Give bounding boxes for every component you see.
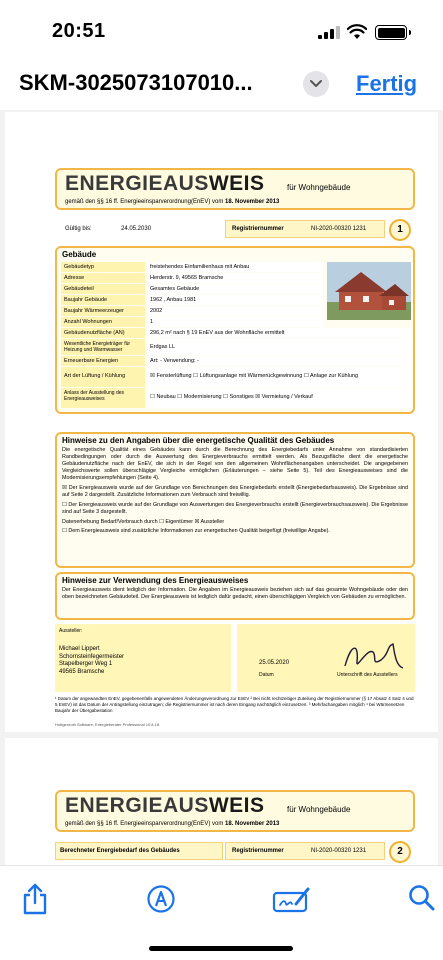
building-row: Wesentliche Energieträger für Heizung und Warmwasser Erdgas LL: [61, 339, 411, 355]
search-icon[interactable]: [408, 884, 436, 914]
issuer-box: [55, 624, 231, 692]
validity-bar: [55, 220, 415, 240]
certificate-title: ENERGIEAUSWEIS: [65, 172, 265, 195]
additional-info-line: ☐ Dem Energieausweis sind zusätzliche Informationen zur energetischen Qualität beigefügt (freiwillige Angabe).: [62, 528, 330, 534]
building-row: Art der Lüftung / Kühlung ☒ Fensterlüftung ☐ Lüftungsanlage mit Wärmerückgewinnung ☐ Anlage zur Kühlung: [61, 367, 411, 387]
certificate-type: für Wohngebäude: [287, 183, 351, 192]
registration-number: NI-2020-00320 1231: [311, 848, 367, 854]
building-section-title: Gebäude: [62, 250, 97, 259]
building-row: Baujahr Gebäude 1962 , Anbau 1981: [61, 295, 323, 305]
usage-notes-title: Hinweise zur Verwendung des Energieausweises: [62, 576, 249, 585]
building-row: Anzahl Wohnungen 1: [61, 317, 323, 327]
building-row: Gebäudeteil Gesamtes Gebäude: [61, 284, 323, 294]
usage-notes-section: [55, 572, 415, 620]
registration-label: Registriernummer: [232, 226, 284, 232]
certificate-header: [55, 168, 415, 210]
done-button[interactable]: Fertig: [356, 71, 418, 96]
page-number-badge: 2: [389, 841, 411, 863]
wifi-icon: [347, 24, 367, 40]
battery-icon: [375, 25, 407, 40]
navigation-bar: [0, 62, 443, 108]
valid-until-label: Gültig bis:: [65, 226, 92, 232]
certificate-type: für Wohngebäude: [287, 805, 351, 814]
building-section: [55, 246, 415, 414]
option-demand-certificate: ☒ Der Energieausweis wurde auf der Grundlage von Berechnungen des Energiebedarfs erstellt (Energiebedarfsausweis). Die Ergebnisse sind auf Seite 2 dargestellt. Zusätzliche Informationen zum Verbrauch sind freiwillig.: [62, 485, 408, 498]
registration-number: NI-2020-00320 1231: [311, 226, 367, 232]
quality-notes-text: Die energetische Qualität eines Gebäudes kann durch die Berechnung des Energiebedarfs unter Annahme von standardisierten Randbedingungen oder durch die Auswertung des Energieverbrauchs ermittelt werden. Als Bezugsfläche dient die energetische Gebäudenutzfläche nach der EnEV, die sich in der Regel von den allgemeinen Wohnflächenangaben unterscheidet. Die angegebenen Vergleichswerte sollen überschlägige Vergleiche ermöglichen (Erläuterungen – siehe Seite 5). Teil des Energieausweises sind die Modernisierungsempfehlungen (Seite 4).: [62, 447, 408, 481]
signature-caption: Unterschrift des Ausstellers: [337, 672, 398, 678]
signature-icon[interactable]: [272, 886, 312, 914]
option-consumption-certificate: ☐ Der Energieausweis wurde auf der Grundlage von Auswertungen des Energieverbrauchs erstellt (Energieverbrauchsausweis). Die Ergebnisse sind auf Seite 3 dargestellt.: [62, 502, 408, 515]
usage-notes-text: Der Energieausweis dient lediglich der Information. Die Angaben im Energieausweis beziehen sich auf das gesamte Wohngebäude oder den oben bezeichneten Gebäudeteil. Der Energieausweis ist lediglich dafür gedacht, einen überschlägigen Vergleich von Gebäuden zu ermöglichen.: [62, 587, 408, 600]
signature-area: [237, 624, 415, 692]
registration-field: [225, 842, 385, 860]
signature-date: 25.05.2020: [259, 660, 290, 666]
title-menu-button[interactable]: [303, 71, 329, 97]
software-credit: Hottgenroth Software, Energieberater Professional 10.8.18: [55, 722, 160, 727]
building-row: Gebäudetyp freistehendes Einfamilienhaus mit Anbau: [61, 262, 323, 272]
chevron-down-icon: [309, 78, 323, 90]
cellular-signal-icon: [318, 26, 340, 39]
building-row: Anlass der Ausstellung des Energieausweises ☐ Neubau ☐ Modernisierung ☐ Sonstiges ☒ Vermietung / Verkauf: [61, 388, 411, 408]
certificate-header-page-2: [55, 790, 415, 832]
date-caption: Datum: [259, 672, 274, 678]
registration-label: Registriernummer: [232, 848, 284, 854]
issuer-label: Aussteller:: [59, 628, 83, 634]
building-photo: [327, 262, 411, 320]
document-viewer[interactable]: [0, 110, 443, 865]
markup-icon[interactable]: [146, 884, 176, 914]
document-page-1: [5, 112, 438, 732]
building-row: Gebäudenutzfläche (AN) 296,2 m² nach § 19 EnEV aus der Wohnfläche ermittelt: [61, 328, 411, 338]
building-row: Adresse Herderstr. 9, 49565 Bramsche: [61, 273, 323, 283]
status-time: 20:51: [52, 20, 106, 42]
section-label: Berechneter Energiebedarf des Gebäudes: [60, 848, 180, 854]
document-page-2: [5, 738, 438, 865]
valid-until-value: 24.05.2030: [121, 226, 152, 232]
footnotes: ¹ Datum der angewandten EnEV, gegebenenfalls angewendeten Änderungsverordnung zur EnEV ² Bei nicht rechtzeitiger Zuteilung der Registriernummer (§ 17 Absatz 4 Satz 4 und 5 EnEV) ist das Datum der Antragstellung einzutragen; die Registriernummer ist nach deren Eingang nachträglich einzusetzen. ³ Mehrfachangaben möglich ⁴ bei Wärmenetzen Baujahr der Übergabestation: [55, 696, 414, 713]
page-number-badge: 1: [389, 219, 411, 241]
data-collection-line: Datenerhebung Bedarf/Verbrauch durch ☐ Eigentümer ☒ Aussteller: [62, 519, 225, 525]
building-row: Erneuerbare Energien Art: - Verwendung: -: [61, 356, 411, 366]
section-label-box: [55, 842, 223, 860]
handwritten-signature: [337, 638, 407, 674]
quality-notes-title: Hinweise zu den Angaben über die energetische Qualität des Gebäudes: [62, 436, 335, 445]
certificate-title: ENERGIEAUSWEIS: [65, 794, 265, 817]
home-indicator: [149, 946, 293, 951]
document-title[interactable]: SKM-3025073107010...: [19, 70, 253, 95]
section-bar-page-2: [55, 842, 415, 862]
building-row: Baujahr Wärmeerzeuger 2002: [61, 306, 323, 316]
certificate-subtitle: gemäß den §§ 16 ff. Energieeinsparverordnung(EnEV) vom 18. November 2013: [65, 821, 280, 827]
quality-notes-section: [55, 432, 415, 568]
registration-field: [225, 220, 385, 238]
status-bar: [0, 0, 443, 60]
issuer-address: Michael Lippert Schornsteinfegermeister Stapelberger Weg 1 49565 Bramsche: [59, 646, 125, 675]
share-icon[interactable]: [20, 882, 50, 916]
certificate-subtitle: gemäß den §§ 16 ff. Energieeinsparverordnung(EnEV) vom 18. November 2013: [65, 199, 280, 205]
signature-block: [55, 624, 415, 692]
